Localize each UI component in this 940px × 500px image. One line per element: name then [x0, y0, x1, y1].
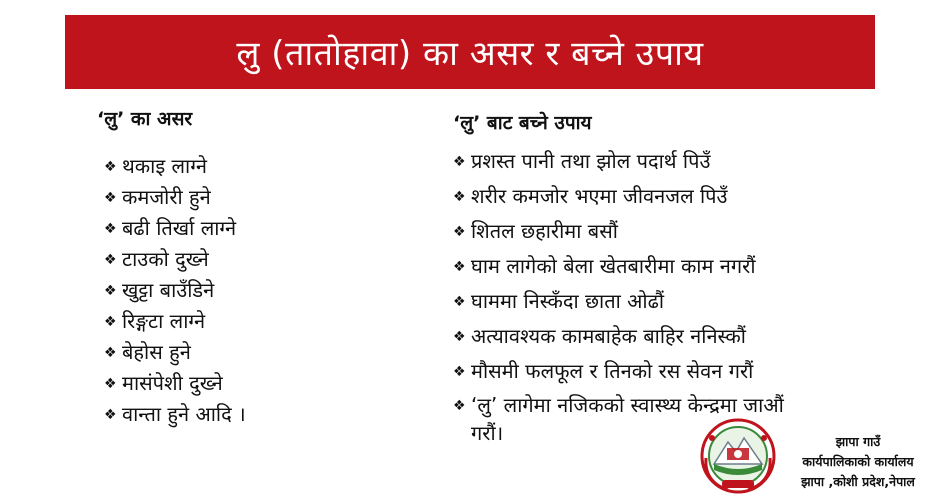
remedies-list — [453, 146, 803, 445]
office-line-2: कार्यपालिकाको कार्यालय — [802, 454, 914, 469]
diamond-bullet-icon: ❖ — [104, 376, 117, 392]
diamond-bullet-icon: ❖ — [453, 294, 466, 310]
remedy-item-text: ‘लु’ लागेमा नजिकको स्वास्थ्य केन्द्रमा जाऔं गरौं। — [471, 393, 784, 445]
remedy-item-text: शरीर कमजोर भएमा जीवनजल पिउँ — [471, 184, 728, 208]
effect-item-text: रिङ्गटा लाग्ने — [122, 309, 206, 333]
diamond-bullet-icon: ❖ — [453, 398, 466, 414]
office-line-1: झापा गाउँ — [835, 434, 881, 449]
remedy-item-text: प्रशस्त पानी तथा झोल पदार्थ पिउँ — [471, 149, 711, 173]
effect-item-text: बेहोस हुने — [122, 340, 191, 364]
diamond-bullet-icon: ❖ — [453, 364, 466, 380]
effect-item — [104, 337, 246, 368]
effects-heading: ‘लु’ का असर — [97, 108, 193, 130]
effect-item-text: टाउको दुख्ने — [122, 247, 209, 271]
remedy-item — [453, 251, 803, 286]
diamond-bullet-icon: ❖ — [453, 154, 466, 170]
title-banner — [65, 15, 875, 89]
effect-item — [104, 368, 246, 399]
effect-item — [104, 306, 246, 337]
effects-list — [104, 151, 246, 430]
diamond-bullet-icon: ❖ — [104, 314, 117, 330]
remedy-item — [453, 321, 803, 356]
page-title: लु (तातोहावा) का असर र बच्ने उपाय — [236, 34, 704, 74]
remedy-item — [453, 181, 803, 216]
remedy-item — [453, 216, 803, 251]
diamond-bullet-icon: ❖ — [453, 189, 466, 205]
diamond-bullet-icon: ❖ — [104, 159, 117, 175]
effect-item-text: मासंपेशी दुख्ने — [122, 371, 223, 395]
diamond-bullet-icon: ❖ — [104, 345, 117, 361]
remedy-item — [453, 286, 803, 321]
effect-item-text: थकाइ लाग्ने — [122, 154, 207, 178]
remedy-item-text: शितल छहारीमा बसौं — [471, 219, 618, 243]
diamond-bullet-icon: ❖ — [104, 252, 117, 268]
effect-item — [104, 275, 246, 306]
effect-item-text: वान्ता हुने आदि । — [122, 402, 246, 426]
effect-item — [104, 151, 246, 182]
effect-item-text: खुट्टा बाउँडिने — [122, 278, 215, 302]
effect-item — [104, 213, 246, 244]
effect-item — [104, 244, 246, 275]
remedy-item-text: मौसमी फलफूल र तिनको रस सेवन गरौं — [471, 359, 754, 383]
diamond-bullet-icon: ❖ — [104, 221, 117, 237]
remedy-item — [453, 356, 803, 391]
effect-item-text: कमजोरी हुने — [122, 185, 211, 209]
diamond-bullet-icon: ❖ — [104, 190, 117, 206]
diamond-bullet-icon: ❖ — [453, 224, 466, 240]
effect-item — [104, 399, 246, 430]
effect-item-text: बढी तिर्खा लाग्ने — [122, 216, 237, 240]
remedy-item-text: घाम लागेको बेला खेतबारीमा काम नगरौं — [471, 254, 756, 278]
remedy-item-text: घाममा निस्कँदा छाता ओढौं — [471, 289, 665, 313]
remedy-item-text: अत्यावश्यक कामबाहेक बाहिर ननिस्कौं — [471, 324, 746, 348]
effect-item — [104, 182, 246, 213]
nepal-emblem-icon — [700, 418, 776, 494]
office-line-3: झापा ,कोशी प्रदेश,नेपाल — [801, 474, 915, 489]
diamond-bullet-icon: ❖ — [453, 329, 466, 345]
office-signature — [776, 432, 940, 492]
remedy-item — [453, 146, 803, 181]
remedies-heading: ‘लु’ बाट बच्ने उपाय — [453, 112, 592, 134]
diamond-bullet-icon: ❖ — [104, 407, 117, 423]
diamond-bullet-icon: ❖ — [104, 283, 117, 299]
diamond-bullet-icon: ❖ — [453, 259, 466, 275]
